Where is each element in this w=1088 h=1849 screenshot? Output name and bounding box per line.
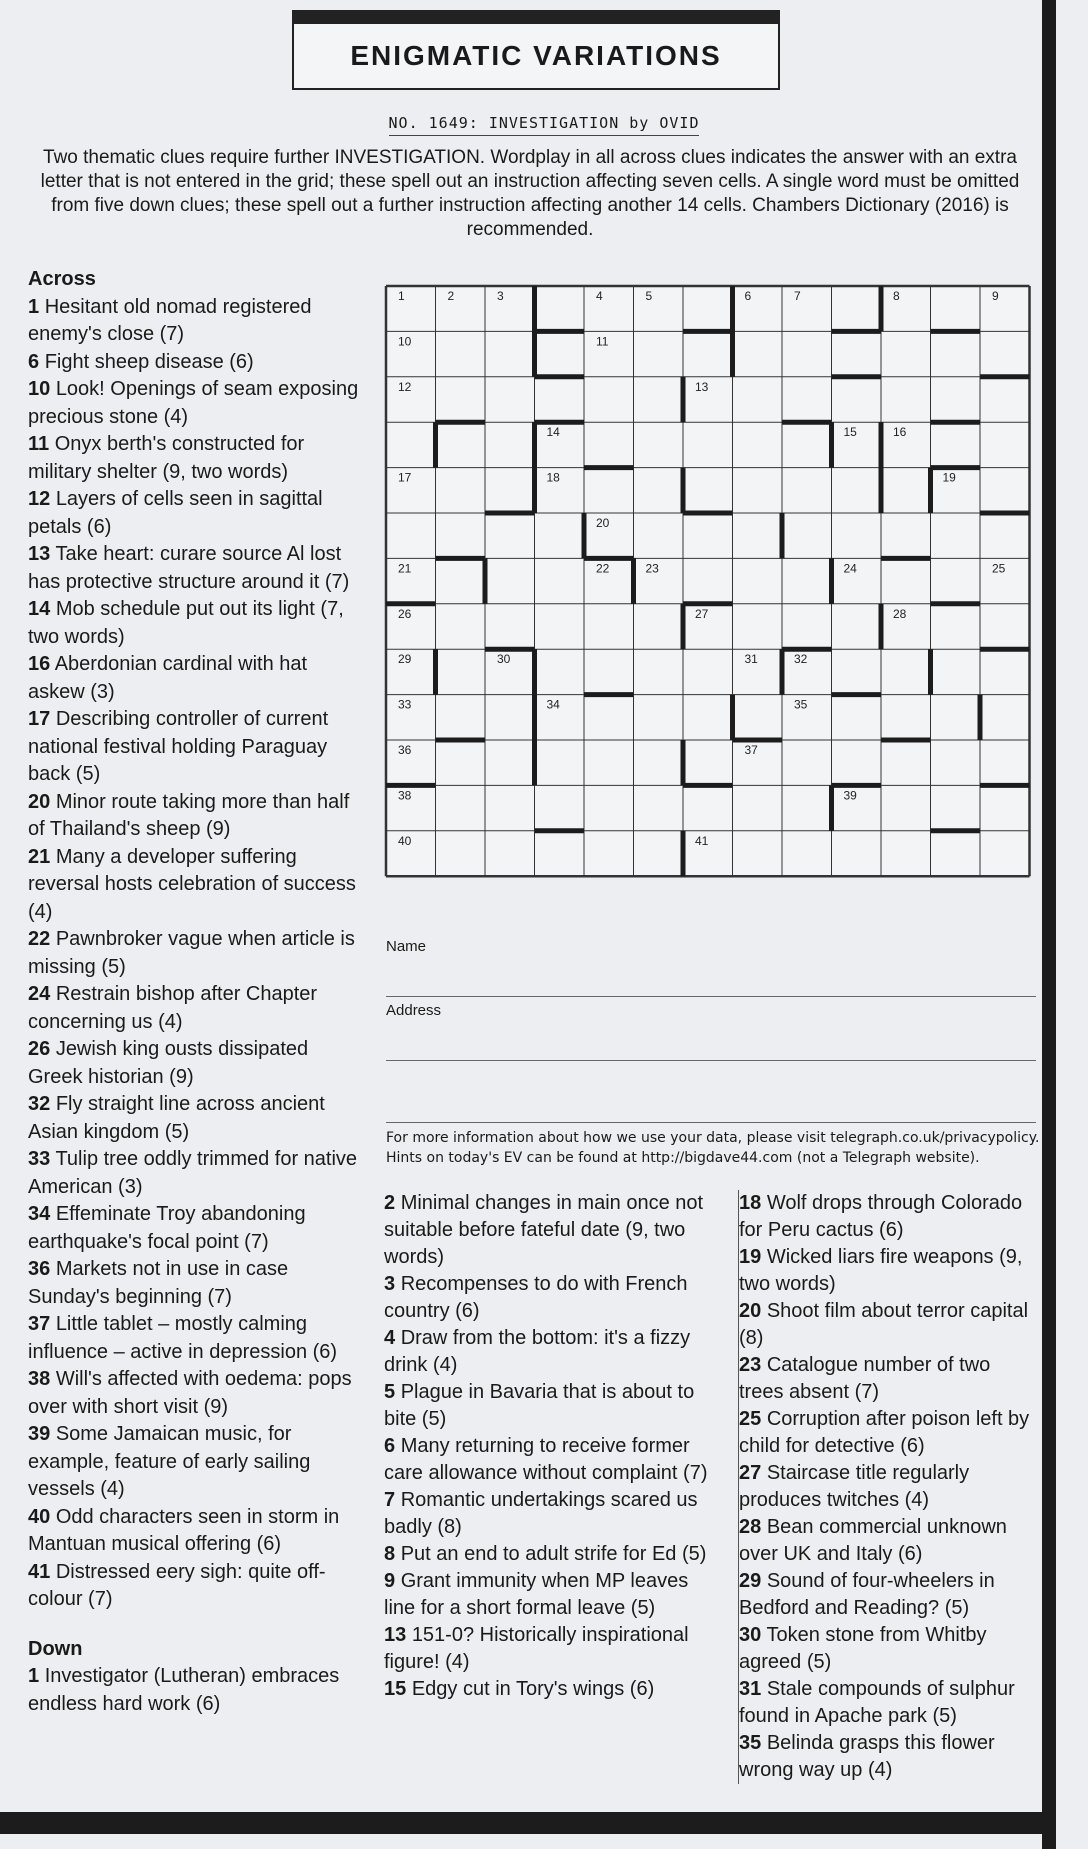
clue [28, 376, 368, 431]
clue [28, 349, 368, 377]
across-heading: Across [28, 268, 96, 290]
cell-number: 1 [398, 289, 405, 303]
clue [384, 1325, 712, 1379]
clue-number: 32 [28, 1093, 51, 1115]
clue-number: 7 [384, 1489, 396, 1511]
clue-number: 13 [384, 1624, 407, 1646]
clue [28, 844, 368, 927]
clue-text: Minor route taking more than half of Thailand's sheep (9) [28, 790, 350, 840]
address-label: Address [386, 1002, 442, 1019]
cell-number: 35 [794, 697, 808, 712]
cell-number: 20 [596, 516, 610, 530]
info-text [386, 1128, 1046, 1168]
puzzle-subtitle [0, 114, 1088, 132]
preamble: Two thematic clues require further INVESTIGATION. Wordplay in all across clues indicates the answer with an extra letter that is not entered in the grid; these spell out an instruction affecting seven cells. A single word must be omitted from five down clues; these spell out a further instruction affecting another 14 cells. Chambers Dictionary (2016) is recommended. [40, 147, 1020, 240]
cell-number: 8 [893, 289, 900, 303]
cell-number: 29 [398, 652, 412, 667]
cell-number: 28 [893, 606, 907, 621]
clue-number: 37 [28, 1313, 51, 1335]
clue [28, 1201, 368, 1256]
clue [384, 1190, 712, 1271]
clue [739, 1190, 1039, 1244]
clue-text: Edgy cut in Tory's wings (6) [411, 1678, 655, 1700]
clue-number: 36 [28, 1258, 51, 1280]
clue-number: 5 [384, 1381, 396, 1403]
clue [739, 1676, 1039, 1730]
privacy-info: For more information about how we use your data, please visit telegraph.co.uk/privacypolicy. [386, 1130, 1040, 1146]
clue-text: Effeminate Troy abandoning earthquake's focal point (7) [28, 1203, 306, 1253]
clue-text: Stale compounds of sulphur found in Apache park (5) [739, 1678, 1015, 1727]
cell-number: 5 [645, 289, 653, 303]
cell-number: 33 [398, 697, 412, 712]
crossword-grid[interactable] [384, 280, 1034, 890]
clue [28, 1256, 368, 1311]
cell-number: 13 [695, 379, 709, 394]
clue-text: Restrain bishop after Chapter concerning us (4) [28, 983, 318, 1033]
clue [739, 1298, 1039, 1352]
clue-number: 6 [28, 350, 40, 373]
cell-number: 32 [794, 652, 808, 667]
cell-number: 12 [398, 379, 412, 394]
cell-number: 22 [596, 561, 610, 576]
clue-number: 6 [384, 1435, 396, 1457]
clue-number: 23 [739, 1354, 762, 1376]
clue-number: 17 [28, 708, 51, 730]
clue [739, 1568, 1039, 1622]
clue-text: Hesitant old nomad registered enemy's close (7) [28, 295, 312, 345]
clue-text: Distressed eery sigh: quite off-colour (7) [28, 1560, 326, 1610]
clue [28, 981, 368, 1036]
clue [28, 1663, 368, 1718]
clue-number: 35 [739, 1732, 762, 1754]
cell-number: 25 [992, 561, 1006, 576]
cell-number: 6 [744, 289, 752, 303]
down-list-2 [739, 1190, 1039, 1784]
cell-number: 4 [596, 289, 603, 303]
clue-text: Odd characters seen in storm in Mantuan musical offering (6) [28, 1505, 340, 1555]
clue-number: 34 [28, 1203, 51, 1225]
clue-number: 25 [739, 1408, 762, 1430]
cell-number: 38 [398, 788, 412, 803]
cell-number: 37 [744, 743, 758, 757]
clue-number: 13 [28, 543, 51, 565]
clue-text: Token stone from Whitby agreed (5) [739, 1624, 987, 1673]
clue-number: 31 [739, 1678, 762, 1700]
cell-number: 3 [497, 289, 504, 303]
clue-text: Shoot film about terror capital (8) [739, 1300, 1029, 1349]
clue-number: 18 [739, 1192, 762, 1214]
clue-number: 30 [739, 1624, 762, 1646]
clue [384, 1622, 712, 1676]
clue-number: 22 [28, 928, 51, 950]
cell-number: 14 [546, 425, 560, 440]
clue-number: 40 [28, 1505, 51, 1528]
cell-number: 26 [398, 606, 412, 621]
clue-text: Little tablet – mostly calming influence – active in depression (6) [28, 1313, 338, 1363]
cell-number: 2 [447, 289, 455, 303]
cell-number: 11 [596, 334, 609, 349]
clue [384, 1541, 712, 1568]
clue-text: Minimal changes in main once not suitable before fateful date (9, two words) [384, 1192, 704, 1268]
clue-text: Belinda grasps this flower wrong way up (4) [739, 1732, 995, 1781]
clue [739, 1244, 1039, 1298]
address-field-line-1[interactable] [386, 1060, 1036, 1061]
clue-number: 28 [739, 1516, 762, 1538]
clue-text: Take heart: curare source Al lost has protective structure around it (7) [28, 543, 350, 593]
clue-text: Corruption after poison left by child for detective (6) [739, 1408, 1030, 1457]
clue-text: Tulip tree oddly trimmed for native American (3) [28, 1148, 358, 1198]
clue [28, 1421, 368, 1504]
clue-text: Describing controller of current national festival holding Paraguay back (5) [28, 708, 329, 785]
clue-number: 1 [28, 1665, 40, 1687]
clue-text: 151-0? Historically inspirational figure! (4) [384, 1624, 689, 1673]
clue [384, 1676, 712, 1703]
clue-text: Onyx berth's constructed for military shelter (9, two words) [28, 433, 305, 483]
clue [739, 1514, 1039, 1568]
clue-text: Romantic undertakings scared us badly (8) [384, 1489, 698, 1538]
clue-number: 10 [28, 378, 51, 400]
clue [28, 431, 368, 486]
clue-number: 20 [28, 790, 51, 813]
clue-number: 14 [28, 598, 51, 620]
down-list-1 [384, 1190, 712, 1703]
clue [28, 1091, 368, 1146]
right-border-rule [1042, 0, 1056, 1849]
clue [28, 651, 368, 706]
cell-number: 18 [546, 470, 560, 485]
clue-number: 3 [384, 1273, 396, 1295]
cell-number: 27 [695, 606, 709, 621]
clue-text: Pawnbroker vague when article is missing (5) [28, 928, 355, 978]
bottom-border-rule [0, 1812, 1056, 1834]
clue [28, 486, 368, 541]
address-field-line-2[interactable] [386, 1122, 1036, 1123]
clue-number: 12 [28, 488, 51, 510]
name-field[interactable] [386, 996, 1036, 997]
cell-number: 17 [398, 470, 412, 485]
cell-number: 7 [794, 289, 801, 303]
clue [384, 1568, 712, 1622]
clue-number: 24 [28, 983, 51, 1005]
cell-number: 19 [942, 470, 956, 485]
clue [739, 1460, 1039, 1514]
down-heading: Down [28, 1637, 83, 1660]
across-clues [28, 266, 368, 1718]
cell-number: 40 [398, 833, 412, 848]
clue [28, 1311, 368, 1366]
clue-text: Wolf drops through Colorado for Peru cactus (6) [739, 1192, 1023, 1241]
clue-number: 39 [28, 1423, 51, 1445]
clue-number: 33 [28, 1148, 51, 1170]
title-box [292, 10, 780, 90]
clue-text: Mob schedule put out its light (7, two words) [28, 598, 344, 648]
cell-number: 36 [398, 743, 412, 757]
clue [384, 1487, 712, 1541]
name-label: Name [386, 938, 427, 955]
clue [28, 1036, 368, 1091]
cell-number: 15 [843, 425, 857, 440]
clue-number: 15 [384, 1678, 407, 1700]
clue [739, 1406, 1039, 1460]
clue [28, 294, 368, 349]
clue-text: Fly straight line across ancient Asian kingdom (5) [28, 1093, 325, 1143]
clue [28, 1504, 368, 1559]
clue-text: Plague in Bavaria that is about to bite (5) [384, 1381, 695, 1430]
clue [28, 789, 368, 844]
clue-text: Markets not in use in case Sunday's beginning (7) [28, 1258, 289, 1308]
clue-text: Many returning to receive former care allowance without complaint (7) [384, 1435, 708, 1484]
clue-number: 38 [28, 1368, 51, 1390]
down-clues-column-2 [738, 1190, 1039, 1784]
clue-text: Aberdonian cardinal with hat askew (3) [28, 653, 308, 703]
clue-text: Will's affected with oedema: pops over with short visit (9) [28, 1368, 352, 1418]
subtitle-text: NO. 1649: INVESTIGATION by OVID [389, 114, 700, 136]
clue [28, 926, 368, 981]
clue-number: 16 [28, 653, 51, 675]
clue-number: 1 [28, 295, 40, 318]
clue-number: 8 [384, 1543, 396, 1565]
clue-text: Wicked liars fire weapons (9, two words) [739, 1246, 1023, 1295]
puzzle-title: ENIGMATIC VARIATIONS [350, 40, 722, 71]
clue-text: Look! Openings of seam exposing precious stone (4) [28, 378, 359, 428]
cell-number: 16 [893, 425, 907, 440]
cell-number: 9 [992, 289, 999, 303]
clue-number: 19 [739, 1246, 762, 1268]
clue-text: Some Jamaican music, for example, feature of early sailing vessels (4) [28, 1423, 311, 1500]
down-clues-column-1 [384, 1190, 712, 1703]
clue-text: Fight sheep disease (6) [44, 350, 254, 373]
clue-text: Sound of four-wheelers in Bedford and Reading? (5) [739, 1570, 995, 1619]
clue-text: Bean commercial unknown over UK and Italy (6) [739, 1516, 1007, 1565]
clue-number: 11 [28, 433, 50, 455]
clue-text: Catalogue number of two trees absent (7) [739, 1354, 991, 1403]
clue-text: Put an end to adult strife for Ed (5) [400, 1543, 707, 1565]
clue-text: Investigator (Lutheran) embraces endless hard work (6) [28, 1665, 340, 1715]
cell-number: 24 [843, 561, 857, 576]
cell-number: 41 [695, 833, 709, 848]
cell-number: 10 [398, 334, 412, 349]
clue-text: Grant immunity when MP leaves line for a short formal leave (5) [384, 1570, 689, 1619]
clue [28, 1366, 368, 1421]
clue-text: Layers of cells seen in sagittal petals (6) [28, 488, 323, 538]
clue [739, 1730, 1039, 1784]
clue-text: Jewish king ousts dissipated Greek historian (9) [28, 1038, 309, 1088]
clue-number: 20 [739, 1300, 762, 1322]
clue [28, 596, 368, 651]
clue-number: 4 [384, 1327, 396, 1349]
cell-number: 34 [546, 697, 560, 712]
clue-text: Staircase title regularly produces twitches (4) [739, 1462, 970, 1511]
clue [28, 706, 368, 789]
clue [384, 1379, 712, 1433]
clue-text: Many a developer suffering reversal hosts celebration of success (4) [28, 845, 356, 923]
cell-number: 30 [497, 652, 511, 667]
cell-number: 39 [843, 788, 857, 803]
clue-number: 27 [739, 1462, 762, 1484]
clue-number: 26 [28, 1038, 51, 1060]
clue [739, 1622, 1039, 1676]
clue-number: 21 [28, 845, 51, 868]
clue-text: Recompenses to do with French country (6) [384, 1273, 688, 1322]
clue [28, 1559, 368, 1614]
clue [384, 1433, 712, 1487]
clue-number: 2 [384, 1192, 396, 1214]
clue [28, 1146, 368, 1201]
clue [28, 541, 368, 596]
hints-info: Hints on today's EV can be found at http://bigdave44.com (not a Telegraph website). [386, 1150, 980, 1166]
clue-number: 29 [739, 1570, 762, 1592]
clue [739, 1352, 1039, 1406]
cell-number: 23 [645, 561, 659, 576]
clue [384, 1271, 712, 1325]
cell-number: 21 [398, 561, 412, 576]
clue-text: Draw from the bottom: it's a fizzy drink (4) [384, 1327, 691, 1376]
cell-number: 31 [744, 652, 758, 667]
clue-number: 9 [384, 1570, 396, 1592]
clue-number: 41 [28, 1560, 51, 1583]
across-list [28, 294, 368, 1614]
